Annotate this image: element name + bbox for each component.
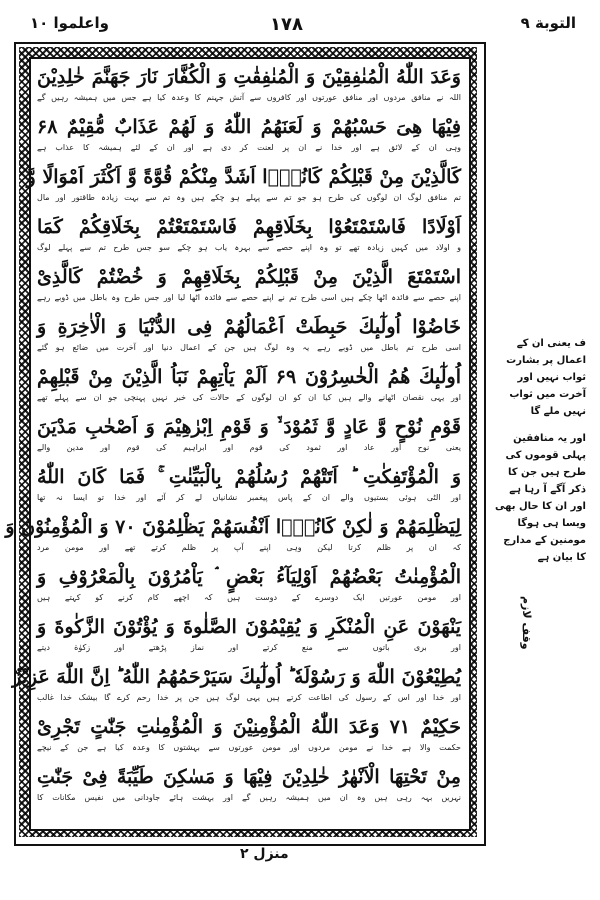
urdu-translation: اور الٹی ہوئی بستیوں والے ان کے پاس پیغمبر نشانیاں لے کر آئے اور خدا تو ایسا نہ تھا [37, 493, 461, 502]
margin-note: ف یعنی ان کے اعمال پر بشارت ثواب نہیں اور آخرت میں ثواب نہیں ملے گا [506, 338, 586, 417]
arabic-text: الْمُؤْمِنٰتُ بَعْضُهُمْ اَوْلِیَآءُ بَعْضٍ ۘ یَاْمُرُوْنَ بِالْمَعْرُوْفِ وَ [37, 566, 461, 588]
margin-note: اور یہ منافقین پہلی قوموں کی طرح ہیں جن کا ذکر آگے آ رہا ہے اور ان کا حال بھی ویسا ہی ہوگا مومنین کے مدارج کا بیان ہے [495, 433, 586, 563]
arabic-text: وَ الْمُؤْتَفِكٰتِ ؕ اَتَتْهُمْ رُسُلُهُمْ بِالْبَیِّنٰتِ ۚ فَمَا كَانَ اللّٰهُ [37, 466, 461, 488]
arabic-text: لِیَظْلِمَهُمْ وَ لٰكِنْ كَانُوْۤا اَنْفُسَهُمْ یَظْلِمُوْنَ ۷۰ وَ الْمُؤْمِنُوْنَ وَ [5, 516, 461, 538]
urdu-translation: و اولاد میں کہیں زیادہ تھے تو وہ اپنے حصے سے بہرہ یاب ہو چکے سو جس طرح تم سے پہلے لوگ [37, 243, 461, 252]
arabic-text: اَوْلَادًا فَاسْتَمْتَعُوْا بِخَلَاقِهِمْ فَاسْتَمْتَعْتُمْ بِخَلَاقِكُمْ كَمَا [37, 216, 461, 238]
urdu-translation: تم منافق لوگ ان لوگوں کی طرح ہو جو تم سے پہلے ہو چکے ہیں وہ تم سے بہت زیادہ طاقتور اور مال [37, 193, 461, 202]
page-number: ١٧٨ [270, 14, 303, 35]
arabic-text: اسْتَمْتَعَ الَّذِیْنَ مِنْ قَبْلِكُمْ بِخَلَاقِهِمْ وَ خُضْتُمْ كَالَّذِیْ [37, 266, 461, 288]
urdu-translation: اسی طرح تم باطل میں ڈوبے رہے یہ وہ لوگ ہیں جن کے اعمال دنیا اور آخرت میں ضائع ہو گئے [37, 343, 461, 352]
urdu-translation: وہی ان کے لائق ہے اور خدا نے ان پر لعنت کر دی ہے اور ان کے لئے ہمیشہ کا عذاب ہے [37, 143, 461, 152]
urdu-translation: اور مومن عورتیں ایک دوسرے کے دوست ہیں کہ اچھے کام کرنے کو کہتے ہیں [37, 593, 461, 602]
arabic-text: یُطِیْعُوْنَ اللّٰهَ وَ رَسُوْلَهٗ ؕ اُولٰٓىٕكَ سَیَرْحَمُهُمُ اللّٰهُ ؕ اِنَّ اللّٰهَ عَزِیْزٌ [12, 666, 461, 688]
urdu-translation: اپنے حصے سے فائدہ اٹھا چکے ہیں اسی طرح تم نے اپنے حصے سے فائدہ اٹھا لیا اور جس طرح وہ باطل میں ڈوبے رہے [37, 293, 461, 302]
urdu-translation: اور خدا اور اس کے رسول کی اطاعت کرتے ہیں یہی لوگ ہیں جن پر خدا رحم کرے گا بیشک خدا غالب [37, 693, 461, 702]
verse-lines [5, 64, 465, 824]
arabic-text: حَكِیْمٌ ۷۱ وَعَدَ اللّٰهُ الْمُؤْمِنِیْنَ وَ الْمُؤْمِنٰتِ جَنّٰتٍ تَجْرِیْ [37, 716, 461, 738]
arabic-text: اُولٰٓىٕكَ هُمُ الْخٰسِرُوْنَ ۶۹ اَلَمْ یَاْتِهِمْ نَبَاُ الَّذِیْنَ مِنْ قَبْلِهِمْ [37, 366, 461, 388]
urdu-translation: حکمت والا ہے خدا نے مومن مردوں اور مومن عورتوں سے بہشتوں کا وعدہ کیا ہے جن کے نیچے [37, 743, 461, 752]
urdu-translation: کہ ان پر ظلم کرتا لیکن وہی اپنے آپ پر ظلم کرتے تھے اور مومن مرد [37, 543, 461, 552]
header-surah-name: التوبة ٩ [520, 14, 576, 32]
manzil-marker: منزل ۲ [240, 846, 289, 862]
urdu-translation: نہریں بہہ رہی ہیں وہ ان میں ہمیشہ رہیں گے اور بہشت ہائے جاودانی میں نفیس مکانات کا [37, 793, 461, 802]
arabic-text: فِیْهَا هِیَ حَسْبُهُمْ وَ لَعَنَهُمُ اللّٰهُ وَ لَهُمْ عَذَابٌ مُّقِیْمٌ ۶۸ [37, 116, 461, 138]
arabic-text: یَنْهَوْنَ عَنِ الْمُنْكَرِ وَ یُقِیْمُوْنَ الصَّلٰوةَ وَ یُؤْتُوْنَ الزَّكٰوةَ وَ [37, 616, 461, 638]
arabic-text: وَعَدَ اللّٰهُ الْمُنٰفِقِیْنَ وَ الْمُنٰفِقٰتِ وَ الْكُفَّارَ نَارَ جَهَنَّمَ خٰلِدِیْنَ [37, 66, 461, 88]
urdu-translation: اور یہی نقصان اٹھانے والے ہیں کیا ان کو ان لوگوں کے حالات کی خبر نہیں پہنچی جو ان سے پہلے تھے [37, 393, 462, 402]
arabic-text: خَاضُوْا اُولٰٓىٕكَ حَبِطَتْ اَعْمَالُهُمْ فِی الدُّنْیَا وَ الْاٰخِرَةِ وَ [37, 316, 461, 338]
arabic-text: كَالَّذِیْنَ مِنْ قَبْلِكُمْ كَانُوْۤا اَشَدَّ مِنْكُمْ قُوَّةً وَّ اَكْثَرَ اَمْوَالًا وَّ [26, 166, 461, 188]
arabic-text: مِنْ تَحْتِهَا الْاَنْهٰرُ خٰلِدِیْنَ فِیْهَا وَ مَسٰكِنَ طَیِّبَةً فِیْ جَنّٰتِ [37, 766, 461, 788]
urdu-translation: یعنی نوح اور عاد اور ثمود کی قوم اور ابراہیم کی قوم اور مدین والے [37, 443, 461, 452]
header-juz-name: واعلموا ١٠ [30, 14, 109, 32]
arabic-text: قَوْمِ نُوْحٍ وَّ عَادٍ وَّ ثَمُوْدَ ۙ۬ وَ قَوْمِ اِبْرٰهِیْمَ وَ اَصْحٰبِ مَدْیَنَ [37, 416, 461, 438]
urdu-translation: اور بری باتوں سے منع کرتے اور نماز پڑھتے اور زکوٰة دیتے [37, 643, 461, 652]
waqf-sign: وقف لازم [520, 596, 533, 650]
urdu-translation: اللہ نے منافق مردوں اور منافق عورتوں اور کافروں سے آتش جہنم کا وعدہ کیا ہے جس میں ہمیشہ رہیں گے [37, 93, 461, 102]
